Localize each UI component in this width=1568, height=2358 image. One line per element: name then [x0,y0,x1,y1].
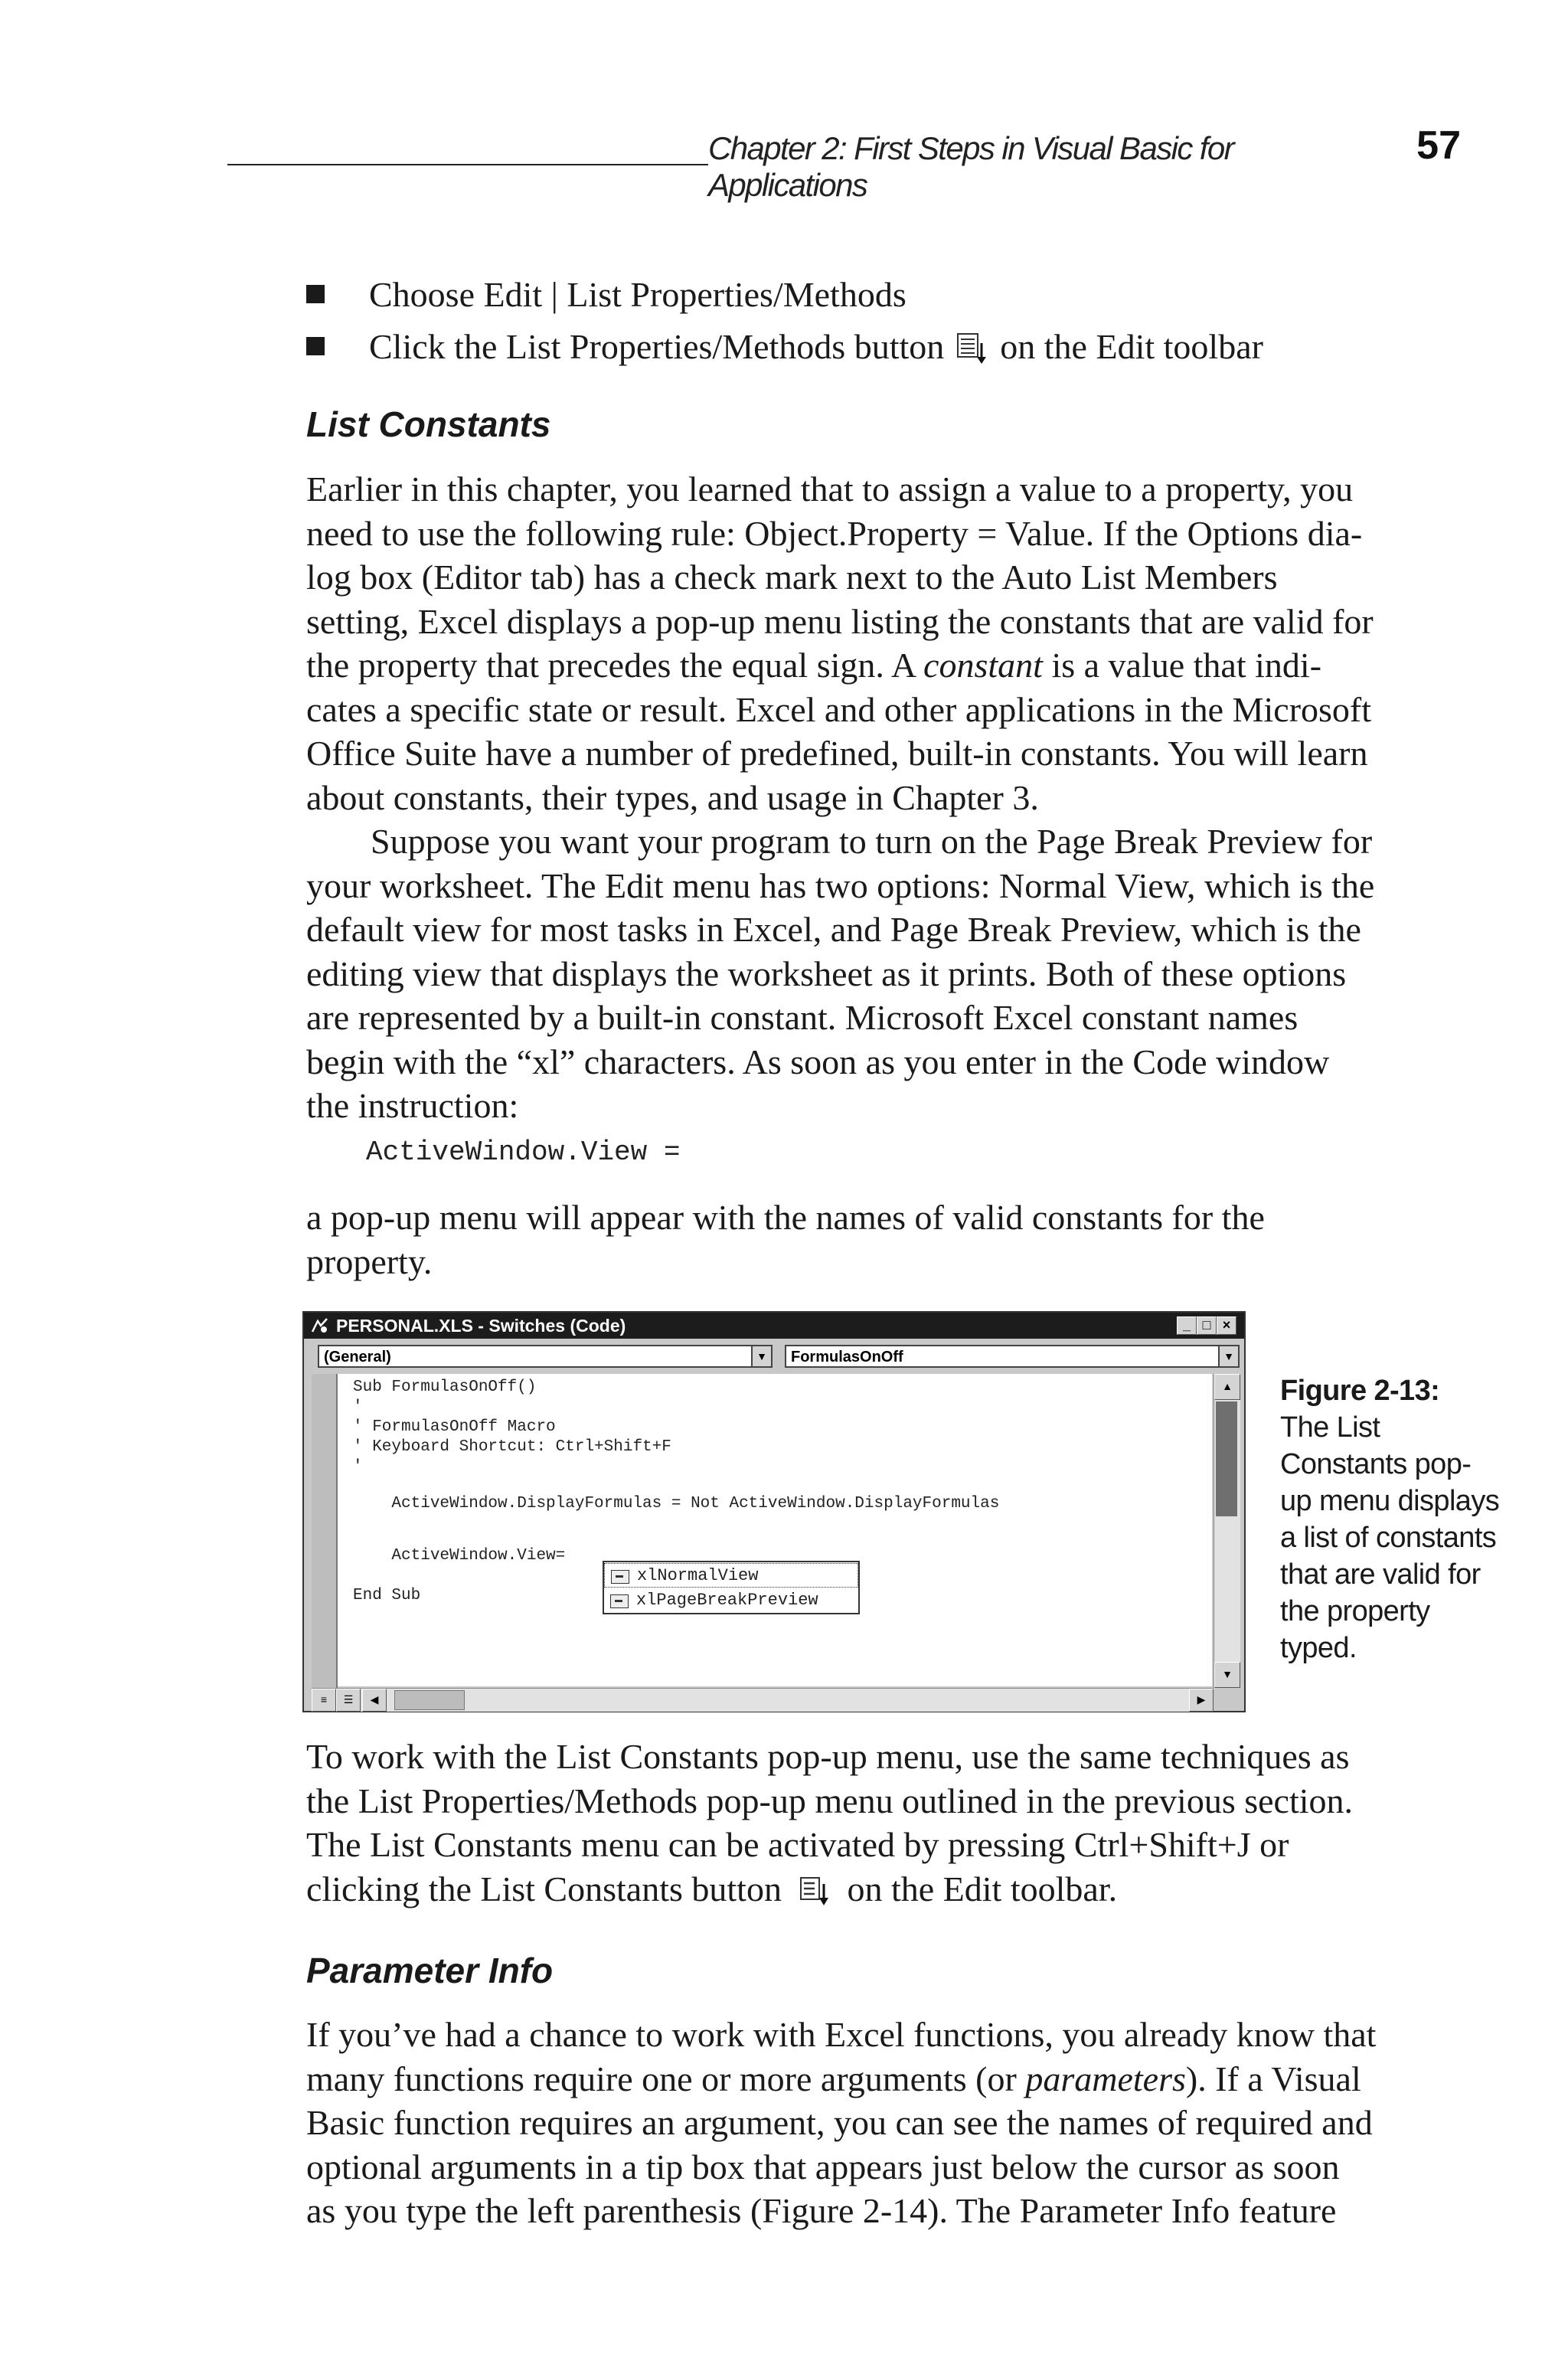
body-line [306,643,1501,688]
maximize-button[interactable]: □ [1197,1316,1217,1335]
body-line: need to use the following rule: Object.Property = Value. If the Options dia- [306,513,1363,553]
body-line: property. [306,1241,433,1281]
italic-term: constant [923,646,1043,685]
code-line: Sub FormulasOnOff() [353,1378,537,1396]
body-paragraph [306,2013,1501,2233]
body-line: Suppose you want your program to turn on the Page Break Preview for [371,822,1373,861]
header-rule [227,164,708,165]
body-line: begin with the “xl” characters. As soon as you enter in the Code window [306,1042,1330,1081]
body-line: your worksheet. The Edit menu has two options: Normal View, which is the [306,865,1375,905]
body-line: the List Properties/Methods pop-up menu outlined in the previous section. [306,1781,1354,1820]
italic-term: parameters [1025,2059,1186,2098]
figure-caption-label: Figure 2-13: [1280,1375,1440,1407]
procedure-view-icon[interactable]: ≡ [312,1689,336,1712]
code-editor[interactable] [338,1374,1212,1686]
code-line: End Sub [353,1587,421,1604]
body-line: a pop-up menu will appear with the names of valid constants for the [306,1198,1265,1237]
popup-item-xlpagebreakpreview[interactable] [604,1588,858,1613]
code-line: ' [353,1398,363,1416]
margin-indicator-bar[interactable] [312,1374,338,1688]
text-run: the property that precedes the equal sign. A [306,646,924,685]
code-line: ' [353,1458,363,1476]
horizontal-scrollbar[interactable] [312,1688,1214,1712]
window-title-bar [304,1313,1244,1339]
page-number: 57 [1416,123,1461,168]
scroll-left-icon[interactable]: ◀ [362,1689,387,1712]
constants-popup-menu[interactable] [603,1561,860,1614]
scroll-right-icon[interactable]: ▶ [1189,1689,1214,1712]
bullet-text: Choose Edit | List Properties/Methods [369,275,906,314]
body-line: To work with the List Constants pop-up menu, use the same techniques as [306,1737,1350,1776]
code-window-icon [310,1316,330,1335]
body-line: setting, Excel displays a pop-up menu listing the constants that are valid for [306,601,1374,641]
bullet-text-before-icon: Click the List Properties/Methods button [369,327,945,366]
bullet-item [306,273,1501,317]
figure-caption [1280,1372,1502,1666]
scroll-up-icon[interactable]: ▲ [1214,1374,1240,1400]
running-header-title: Chapter 2: First Steps in Visual Basic for Applications [708,130,1234,203]
body-line: cates a specific state or result. Excel and other applications in the Microsoft [306,689,1372,729]
body-line: about constants, their types, and usage in Chapter 3. [306,777,1039,817]
section-heading-list-constants: List Constants [306,404,551,444]
minimize-button[interactable]: _ [1177,1316,1197,1335]
window-title: PERSONAL.XLS - Switches (Code) [336,1316,626,1336]
text-run: is a value that indi- [1042,646,1322,685]
popup-item-label: xlPageBreakPreview [636,1591,818,1610]
code-line: ActiveWindow.DisplayFormulas = Not ActiveWindow.DisplayFormulas [353,1495,1000,1513]
scroll-thumb[interactable] [394,1690,465,1710]
bullet-square-icon [306,285,325,303]
chevron-down-icon[interactable]: ▼ [751,1345,773,1368]
body-line: Basic function requires an argument, you can see the names of required and [306,2103,1373,2142]
procedure-combo[interactable]: FormulasOnOff [785,1345,1220,1368]
body-paragraph [306,467,1501,1128]
vertical-scrollbar[interactable] [1214,1374,1240,1688]
body-line [306,2057,1501,2101]
scroll-thumb[interactable] [1216,1401,1237,1516]
popup-item-xlnormalview[interactable] [604,1563,858,1588]
constant-icon [611,1570,629,1584]
text-run: clicking the List Constants button [306,1869,782,1908]
body-line: If you’ve had a chance to work with Excel functions, you already know that [306,2015,1377,2054]
list-constants-icon [799,1875,830,1907]
body-line: the instruction: [306,1086,519,1125]
full-module-view-icon[interactable]: ☰ [336,1689,361,1712]
code-line: ' FormulasOnOff Macro [353,1418,556,1436]
code-line-cursor: ActiveWindow.View= [353,1547,566,1565]
code-example: ActiveWindow.View = [366,1136,681,1168]
body-paragraph [306,1195,1501,1284]
body-line: default view for most tasks in Excel, and Page Break Preview, which is the [306,910,1361,949]
list-properties-methods-icon [956,332,987,365]
body-paragraph [306,1735,1501,1911]
body-line: Office Suite have a number of predefined, built-in constants. You will learn [306,734,1368,773]
body-line: The List Constants menu can be activated by pressing Ctrl+Shift+J or [306,1825,1289,1864]
bullet-square-icon [306,337,325,355]
section-heading-parameter-info: Parameter Info [306,1951,554,1990]
figure-caption-text: The List Constants pop-up menu displays a list of constants that are valid for the property typed. [1280,1411,1500,1664]
bullet-text-after-icon: on the Edit toolbar [1000,327,1263,366]
object-combo[interactable]: (General) [318,1345,753,1368]
text-run: ). If a Visual [1185,2059,1361,2098]
body-line: optional arguments in a tip box that appears just below the cursor as soon [306,2147,1340,2186]
bullet-item [306,325,1501,369]
popup-item-label: xlNormalView [637,1566,759,1585]
body-line [306,1867,1501,1912]
close-button[interactable]: × [1217,1316,1236,1335]
body-line: log box (Editor tab) has a check mark next to the Auto List Members [306,558,1278,597]
text-run: on the Edit toolbar. [847,1869,1118,1908]
scroll-down-icon[interactable]: ▼ [1214,1662,1240,1688]
body-line: as you type the left parenthesis (Figure 2-14). The Parameter Info feature [306,2191,1337,2230]
body-line: editing view that displays the worksheet as it prints. Both of these options [306,953,1347,993]
code-window-screenshot [302,1311,1246,1712]
code-line: ' Keyboard Shortcut: Ctrl+Shift+F [353,1438,671,1456]
chevron-down-icon[interactable]: ▼ [1218,1345,1240,1368]
constant-icon [610,1594,629,1608]
body-line: Earlier in this chapter, you learned that to assign a value to a property, you [306,469,1354,509]
body-line: are represented by a built-in constant. Microsoft Excel constant names [306,998,1298,1037]
text-run: many functions require one or more arguments (or [306,2059,1026,2098]
